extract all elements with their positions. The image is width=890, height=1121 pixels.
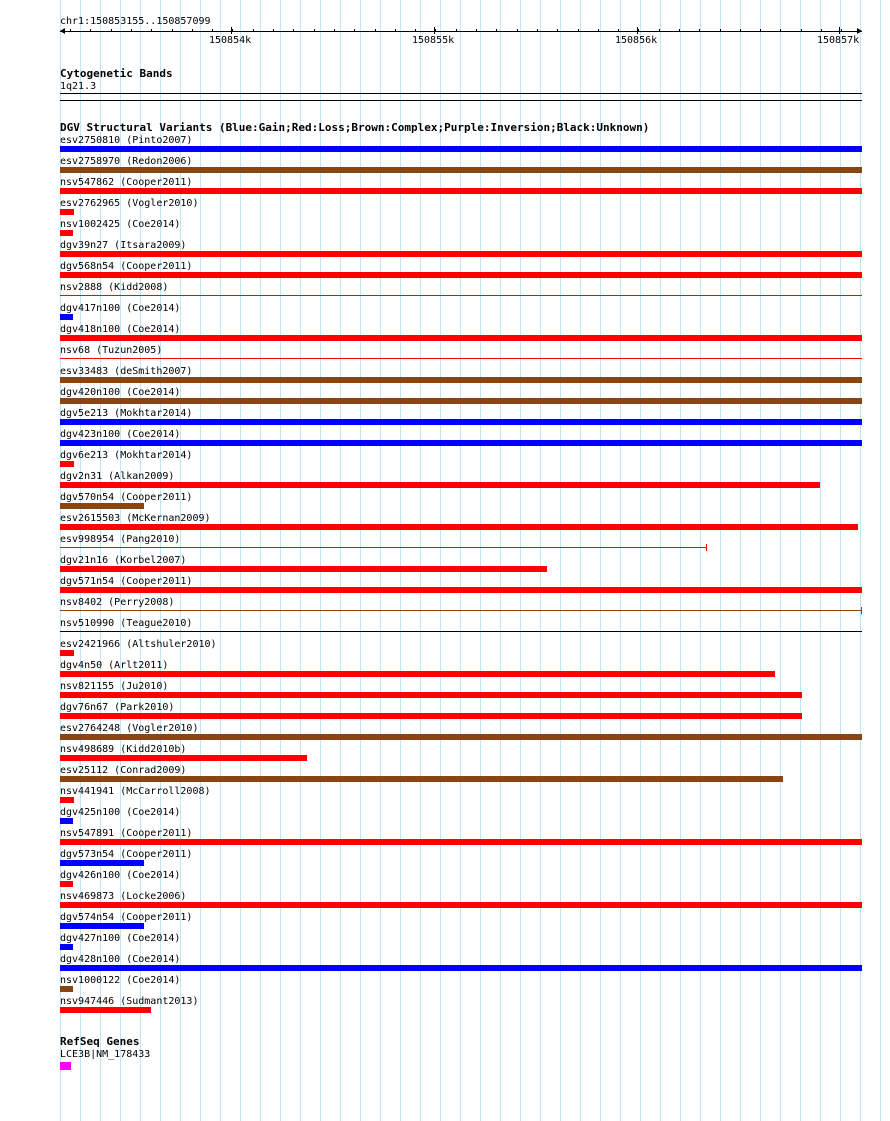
ruler-major-tick	[434, 27, 435, 34]
dgv-feature-bar[interactable]	[60, 986, 73, 992]
ruler-minor-tick	[212, 29, 213, 32]
dgv-feature-label: dgv418n100 (Coe2014)	[60, 324, 181, 335]
dgv-feature-bar[interactable]	[60, 377, 862, 383]
ruler-minor-tick	[679, 29, 680, 32]
ruler-axis-line	[60, 31, 862, 32]
ruler-minor-tick	[273, 29, 274, 32]
ruler-minor-tick	[90, 29, 91, 32]
ruler-minor-tick	[435, 29, 436, 32]
dgv-feature-label: nsv547891 (Cooper2011)	[60, 828, 193, 839]
dgv-feature-label: dgv39n27 (Itsara2009)	[60, 240, 187, 251]
ruler-minor-tick	[253, 29, 254, 32]
dgv-feature-label: nsv547862 (Cooper2011)	[60, 177, 193, 188]
ruler-left-arrow-icon	[60, 28, 65, 34]
dgv-feature-bar[interactable]	[60, 482, 820, 488]
ruler-minor-tick	[618, 29, 619, 32]
dgv-feature-label: esv25112 (Conrad2009)	[60, 765, 187, 776]
cytoband-label: 1q21.3	[60, 81, 97, 92]
dgv-feature-label: dgv2n31 (Alkan2009)	[60, 471, 175, 482]
dgv-feature-bar[interactable]	[60, 860, 144, 866]
dgv-feature-label: nsv821155 (Ju2010)	[60, 681, 169, 692]
dgv-feature-label: dgv427n100 (Coe2014)	[60, 933, 181, 944]
cytoband-line[interactable]	[60, 93, 862, 94]
dgv-feature-label: dgv76n67 (Park2010)	[60, 702, 175, 713]
dgv-feature-bar[interactable]	[60, 398, 862, 404]
dgv-feature-label: nsv1002425 (Coe2014)	[60, 219, 181, 230]
dgv-feature-bar[interactable]	[60, 440, 862, 446]
ruler-minor-tick	[537, 29, 538, 32]
dgv-feature-label: nsv1000122 (Coe2014)	[60, 975, 181, 986]
ruler-right-arrow-icon	[857, 28, 862, 34]
ruler-minor-tick	[314, 29, 315, 32]
dgv-track-title: DGV Structural Variants (Blue:Gain;Red:Loss;Brown:Complex;Purple:Inversion;Black:Unknown)	[60, 121, 650, 134]
dgv-feature-label: dgv425n100 (Coe2014)	[60, 807, 181, 818]
dgv-feature-label: dgv4n50 (Arlt2011)	[60, 660, 169, 671]
ruler-minor-tick	[638, 29, 639, 32]
dgv-feature-bar[interactable]	[60, 881, 73, 887]
dgv-feature-bar[interactable]	[60, 692, 802, 698]
ruler-minor-tick	[801, 29, 802, 32]
ruler-major-tick	[839, 27, 840, 34]
ruler-minor-tick	[395, 29, 396, 32]
dgv-feature-bar[interactable]	[60, 734, 862, 740]
dgv-feature-label: dgv21n16 (Korbel2007)	[60, 555, 187, 566]
dgv-feature-label: dgv568n54 (Cooper2011)	[60, 261, 193, 272]
dgv-feature-bar[interactable]	[60, 671, 775, 677]
dgv-feature-label: dgv574n54 (Cooper2011)	[60, 912, 193, 923]
dgv-feature-label: nsv947446 (Sudmant2013)	[60, 996, 199, 1007]
ruler-minor-tick	[131, 29, 132, 32]
dgv-feature-label: esv998954 (Pang2010)	[60, 534, 181, 545]
dgv-feature-bar[interactable]	[60, 314, 73, 320]
ruler-minor-tick	[699, 29, 700, 32]
ruler-minor-tick	[578, 29, 579, 32]
dgv-feature-label: nsv2888 (Kidd2008)	[60, 282, 169, 293]
ruler-minor-tick	[476, 29, 477, 32]
ruler-tick-label: 150857k	[817, 35, 860, 46]
dgv-feature-label: nsv510990 (Teague2010)	[60, 618, 193, 629]
dgv-feature-label: esv2764248 (Vogler2010)	[60, 723, 199, 734]
dgv-feature-label: dgv428n100 (Coe2014)	[60, 954, 181, 965]
dgv-feature-label: esv2615503 (McKernan2009)	[60, 513, 211, 524]
refseq-track-title: RefSeq Genes	[60, 1035, 140, 1048]
dgv-feature-bar[interactable]	[60, 902, 862, 908]
dgv-feature-bar[interactable]	[60, 944, 73, 950]
dgv-feature-bar[interactable]	[60, 335, 862, 341]
dgv-feature-label: nsv469873 (Locke2006)	[60, 891, 187, 902]
dgv-feature-label: nsv498689 (Kidd2010b)	[60, 744, 187, 755]
ruler-minor-tick	[334, 29, 335, 32]
dgv-feature-bar[interactable]	[60, 650, 74, 656]
ruler-minor-tick	[740, 29, 741, 32]
dgv-feature-label: nsv441941 (McCarroll2008)	[60, 786, 211, 797]
refseq-gene-label: LCE3B|NM_178433	[60, 1049, 151, 1060]
dgv-feature-label: esv2421966 (Altshuler2010)	[60, 639, 217, 650]
ruler-minor-tick	[780, 29, 781, 32]
ruler-minor-tick	[557, 29, 558, 32]
ruler-tick-label: 150856k	[615, 35, 658, 46]
dgv-feature-bar[interactable]	[60, 755, 307, 761]
dgv-feature-label: esv2758970 (Redon2006)	[60, 156, 193, 167]
dgv-feature-bar[interactable]	[60, 923, 144, 929]
refseq-gene-glyph[interactable]	[60, 1062, 71, 1070]
dgv-feature-bar[interactable]	[60, 610, 862, 611]
gridline	[880, 0, 881, 1121]
ruler-minor-tick	[151, 29, 152, 32]
dgv-feature-bar[interactable]	[60, 251, 862, 257]
dgv-feature-bar[interactable]	[60, 797, 74, 803]
dgv-feature-label: nsv68 (Tuzun2005)	[60, 345, 163, 356]
ruler-minor-tick	[821, 29, 822, 32]
ruler-minor-tick	[598, 29, 599, 32]
ruler-minor-tick	[415, 29, 416, 32]
dgv-feature-bar[interactable]	[60, 167, 862, 173]
dgv-feature-label: dgv573n54 (Cooper2011)	[60, 849, 193, 860]
dgv-feature-label: dgv417n100 (Coe2014)	[60, 303, 181, 314]
ruler-minor-tick	[293, 29, 294, 32]
region-label: chr1:150853155..150857099	[60, 16, 211, 27]
ruler-minor-tick	[354, 29, 355, 32]
dgv-feature-bar[interactable]	[60, 188, 862, 194]
dgv-feature-bar[interactable]	[60, 631, 862, 632]
dgv-feature-label: esv2750810 (Pinto2007)	[60, 135, 193, 146]
dgv-feature-bar[interactable]	[60, 566, 547, 572]
ruler-minor-tick	[70, 29, 71, 32]
dgv-feature-bar[interactable]	[60, 503, 144, 509]
dgv-feature-bar[interactable]	[60, 272, 862, 278]
dgv-feature-bar[interactable]	[60, 965, 862, 971]
cytoband-track-title: Cytogenetic Bands	[60, 67, 173, 80]
dgv-feature-label: dgv426n100 (Coe2014)	[60, 870, 181, 881]
ruler-minor-tick	[111, 29, 112, 32]
dgv-feature-label: dgv6e213 (Mokhtar2014)	[60, 450, 193, 461]
track-divider	[60, 100, 862, 101]
dgv-feature-bar[interactable]	[60, 839, 862, 845]
dgv-feature-bar[interactable]	[60, 776, 783, 782]
dgv-feature-bar[interactable]	[60, 1007, 151, 1013]
dgv-feature-label: esv2762965 (Vogler2010)	[60, 198, 199, 209]
ruler-tick-label: 150855k	[412, 35, 455, 46]
dgv-feature-label: dgv570n54 (Cooper2011)	[60, 492, 193, 503]
dgv-feature-label: dgv571n54 (Cooper2011)	[60, 576, 193, 587]
ruler-minor-tick	[760, 29, 761, 32]
dgv-feature-bar[interactable]	[60, 818, 73, 824]
ruler-minor-tick	[232, 29, 233, 32]
dgv-feature-label: nsv8402 (Perry2008)	[60, 597, 175, 608]
ruler-minor-tick	[496, 29, 497, 32]
dgv-feature-bar[interactable]	[60, 461, 74, 467]
dgv-feature-bar[interactable]	[60, 713, 802, 719]
dgv-feature-bar[interactable]	[60, 358, 862, 359]
ruler-minor-tick	[517, 29, 518, 32]
dgv-feature-label: dgv423n100 (Coe2014)	[60, 429, 181, 440]
ruler-tick-label: 150854k	[209, 35, 252, 46]
ruler-minor-tick	[841, 29, 842, 32]
ruler-minor-tick	[720, 29, 721, 32]
dgv-feature-label: esv33483 (deSmith2007)	[60, 366, 193, 377]
ruler-minor-tick	[659, 29, 660, 32]
ruler-minor-tick	[375, 29, 376, 32]
dgv-feature-bar[interactable]	[60, 587, 862, 593]
dgv-feature-end-cap	[706, 544, 707, 551]
dgv-feature-bar[interactable]	[60, 295, 862, 296]
ruler-minor-tick	[192, 29, 193, 32]
dgv-feature-bar[interactable]	[60, 524, 858, 530]
dgv-feature-bar[interactable]	[60, 419, 862, 425]
dgv-feature-end-cap	[861, 607, 862, 614]
dgv-feature-bar[interactable]	[60, 547, 707, 548]
dgv-feature-bar[interactable]	[60, 146, 862, 152]
ruler-minor-tick	[456, 29, 457, 32]
ruler-minor-tick	[172, 29, 173, 32]
dgv-feature-bar[interactable]	[60, 230, 73, 236]
dgv-feature-label: dgv5e213 (Mokhtar2014)	[60, 408, 193, 419]
ruler-major-tick	[231, 27, 232, 34]
dgv-feature-label: dgv420n100 (Coe2014)	[60, 387, 181, 398]
dgv-feature-bar[interactable]	[60, 209, 74, 215]
ruler-major-tick	[637, 27, 638, 34]
